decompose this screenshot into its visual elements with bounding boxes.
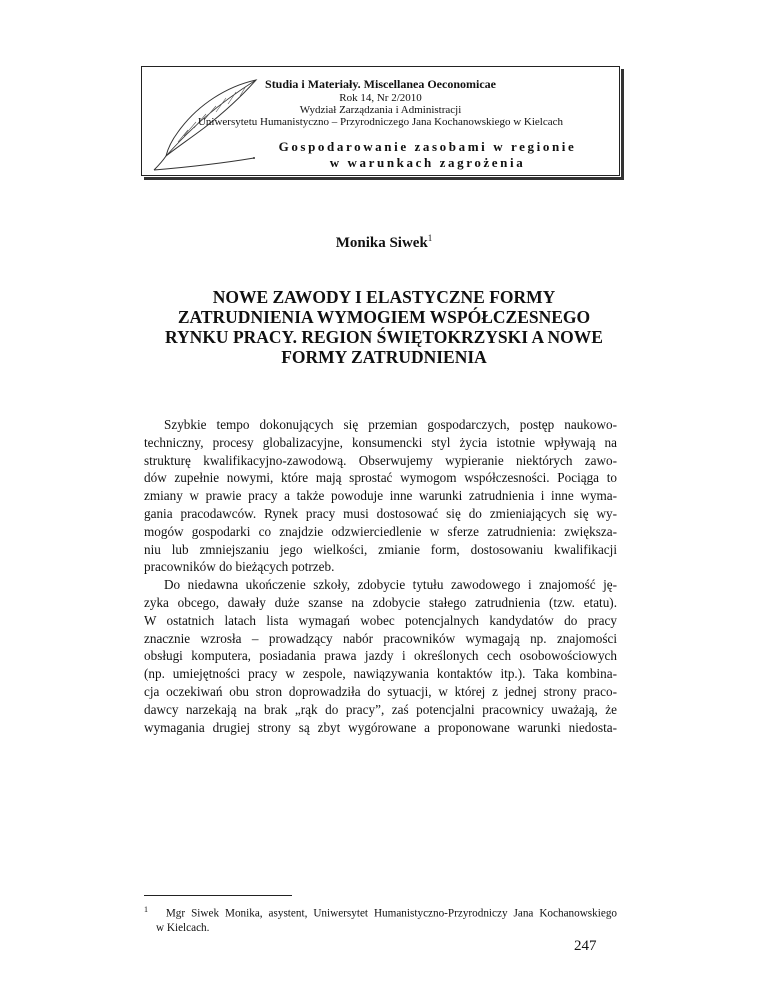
page-number: 247 <box>574 938 597 954</box>
article-body <box>144 416 617 736</box>
title-line: FORMY ZATRUDNIENIA <box>281 347 487 367</box>
footnote-text: Mgr Siwek Monika, asystent, Uniwersytet Humanistyczno-Przyrodniczy Jana Kochanowskiego <box>165 907 618 920</box>
author-footnote-mark: 1 <box>427 233 433 243</box>
series-title-line2: w warunkach zagrożenia <box>329 155 526 170</box>
series-title-line1: Gospodarowanie zasobami w regionie <box>278 139 577 154</box>
body-line: techniczny, procesy globalizacyjne, konsumencki styl życia istotnie wpływają na <box>144 434 617 450</box>
body-line: strukturę kwalifikacyjno-zawodową. Obserwujemy wypieranie niektórych zawo- <box>144 452 617 468</box>
title-line: RYNKU PRACY. REGION ŚWIĘTOKRZYSKI A NOWE <box>165 327 603 347</box>
body-line: gania pracodawców. Rynek pracy musi dostosować się do zmieniających się wy- <box>144 505 617 521</box>
title-line: ZATRUDNIENIA WYMOGIEM WSPÓŁCZESNEGO <box>177 307 591 327</box>
body-line: W ostatnich latach lista wymagań wobec potencjalnych kandydatów do pracy <box>144 612 617 628</box>
footnote <box>144 903 617 935</box>
author-name-text: Monika Siwek <box>335 235 428 251</box>
footnote-line: w Kielcach. <box>156 921 210 934</box>
body-line: Do niedawna ukończenie szkoły, zdobycie tytułu zawodowego i znajomość ję- <box>164 577 617 593</box>
body-line: zyka obcego, dawały duże szanse na zdobycie stałego zatrudnienia (tzw. etatu). <box>144 594 617 610</box>
body-line: dawcy narzekają na brak „rąk do pracy”, zaś potencjalni pracownicy uważają, że <box>144 701 617 717</box>
body-line: zmiany w prawie pracy a także powoduje inne warunki zatrudnienia i inne wyma- <box>144 488 617 504</box>
issue-info: Rok 14, Nr 2/2010 <box>339 92 422 104</box>
body-line: obsługi komputera, posiadania prawa jazdy i określonych cech osobowościowych <box>144 648 617 664</box>
body-line: mogów gospodarki co znajdzie odzwierciedlenie w sferze zatrudnienia: zwiększa- <box>144 523 617 539</box>
body-line: pracowników do bieżących potrzeb. <box>144 559 335 575</box>
body-line: (np. umiejętności pracy w zespole, nawiązywania kontaktów itp.). Taka kombina- <box>144 666 617 682</box>
body-line: wymagania drugiej strony są zbyt wygórowane a proponowane warunki niedosta- <box>144 719 617 735</box>
body-line: cja oczekiwań obu stron doprowadziła do sytuacji, w której z jednej strony praco- <box>144 683 617 699</box>
faculty-name: Wydział Zarządzania i Administracji <box>299 104 462 116</box>
title-line: NOWE ZAWODY I ELASTYCZNE FORMY <box>212 287 556 307</box>
university-name: Uniwersytetu Humanistyczno – Przyrodniczego Jana Kochanowskiego w Kielcach <box>197 116 564 128</box>
body-line: Szybkie tempo dokonujących się przemian gospodarczych, postęp naukowo- <box>164 417 617 432</box>
journal-title: Studia i Materiały. Miscellanea Oeconomicae <box>265 77 496 91</box>
body-line: dów zupełnie nowymi, które mają sprostać wymogom współczesności. Pociąga to <box>144 470 617 486</box>
article-title <box>150 287 618 367</box>
author-name <box>0 233 768 252</box>
footnote-divider <box>144 895 292 896</box>
footnote-mark: 1 <box>144 905 148 914</box>
body-line: niu lub zmniejszaniu jego wielkości, zmianie form, dostosowaniu kwalifikacji <box>144 541 617 557</box>
body-line: znacznie wzrosła – prowadzący nabór pracowników wymagają np. znajomości <box>144 630 617 646</box>
footnote-line <box>144 903 617 921</box>
